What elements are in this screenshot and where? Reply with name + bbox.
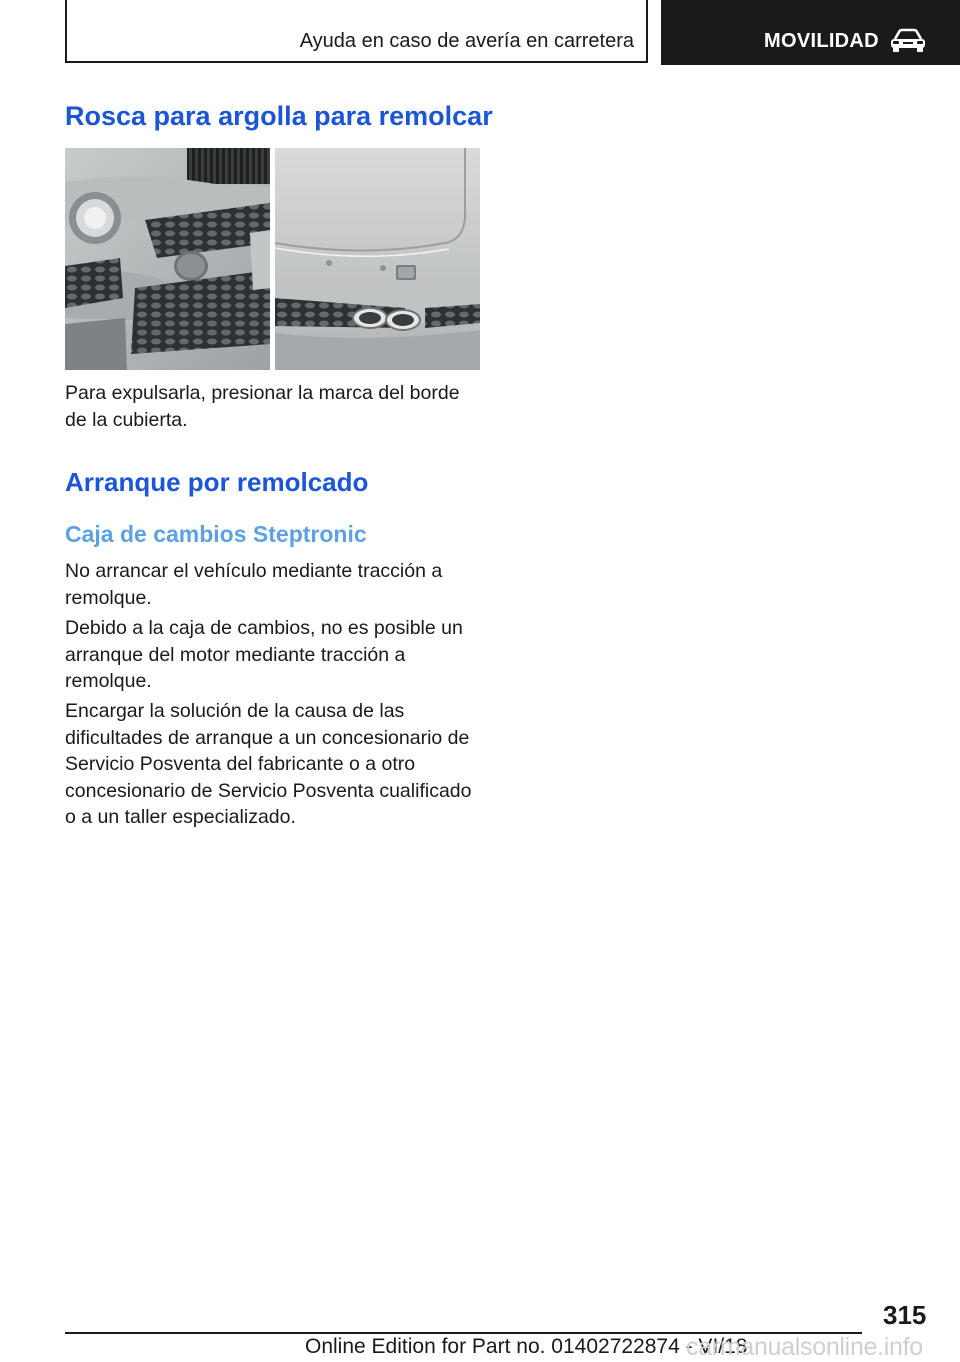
paragraph-3: Encargar la solución de la causa de las dificultades de arranque a un concesionario de Servicio Posventa del fabricante o a otro concesionario de Servicio Posventa cualificado o a un taller especializado. (65, 700, 472, 828)
header-chapter-title: MOVILIDAD (764, 30, 879, 52)
front-bumper-view (65, 148, 270, 370)
figure-caption: Para expulsarla, presionar la marca del borde de la cubierta. (65, 382, 460, 431)
subsection-title: Caja de cambios Steptronic (65, 521, 367, 547)
running-header (65, 0, 648, 63)
chapter-tab (661, 0, 960, 65)
footer-edition-text: Online Edition for Part no. 01402722874 - VI/18 (305, 1335, 748, 1358)
rear-bumper-view (275, 148, 480, 370)
car-icon (889, 28, 927, 54)
paragraph-1: No arrancar el vehículo mediante tracción a remolque. (65, 560, 443, 609)
page-number: 315 (883, 1300, 927, 1330)
header-section-title: Ayuda en caso de avería en carretera (299, 30, 634, 52)
page-title: Rosca para argolla para remolcar (65, 101, 493, 131)
paragraph-2: Debido a la caja de cambios, no es posible un arranque del motor mediante tracción a remolque. (65, 617, 463, 692)
footer-watermark: carmanualsonline.info (686, 1333, 923, 1361)
bumper-illustration (65, 148, 480, 370)
section-title: Arranque por remolcado (65, 467, 369, 497)
